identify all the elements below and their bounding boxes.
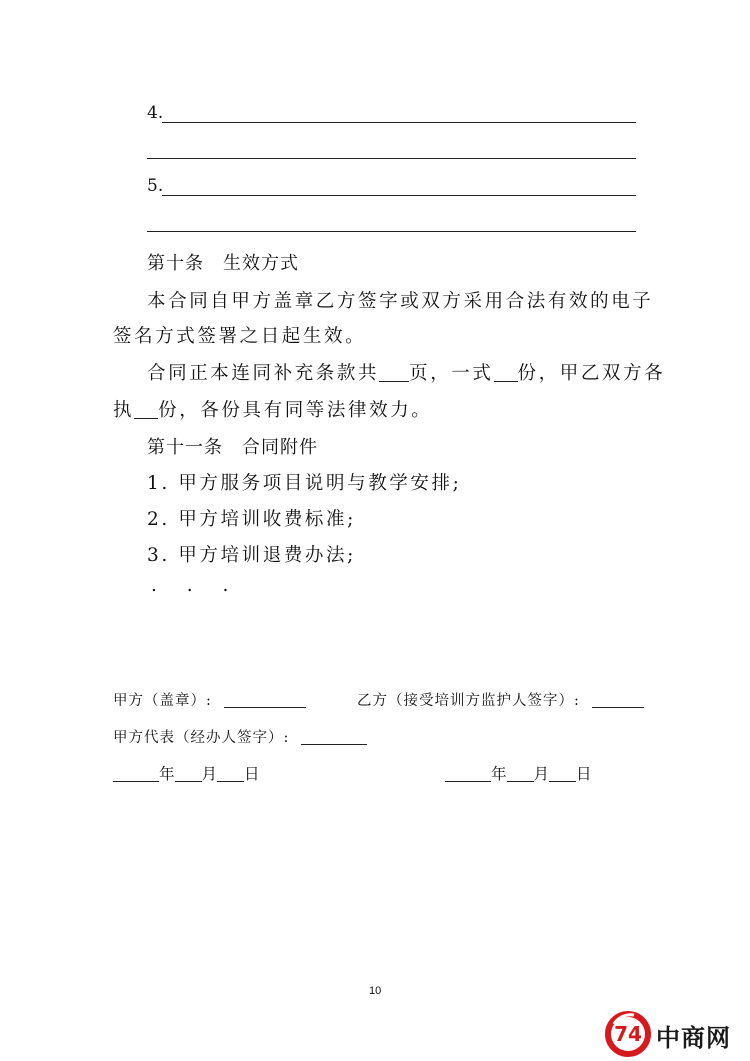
site-logo-icon	[604, 1010, 652, 1058]
article-10-para1-line2: 签名方式签署之日起生效。	[113, 326, 367, 347]
party-a-seal-line	[113, 689, 306, 710]
party-a-date	[113, 762, 260, 784]
ellipsis: . . .	[151, 575, 241, 596]
para2-text-d: 执	[113, 400, 135, 421]
party-b-sign-field[interactable]	[592, 693, 644, 708]
item-4-continuation-line	[147, 158, 636, 159]
article-10-para2-line2	[113, 396, 432, 422]
party-a-month-field[interactable]	[175, 767, 202, 782]
party-b-month-field[interactable]	[507, 767, 534, 782]
item-5-fill-line	[162, 195, 636, 196]
article-10-para1-line1: 本合同自甲方盖章乙方签字或双方采用合法有效的电子	[147, 291, 654, 312]
attachment-item: 1. 甲方服务项目说明与教学安排;	[147, 473, 462, 494]
party-a-rep-label: 甲方代表（经办人签字）:	[113, 730, 290, 746]
attachment-item: 3. 甲方培训退费办法;	[147, 545, 356, 566]
para2-text-a: 合同正本连同补充条款共	[147, 363, 380, 384]
each-party-copies-blank	[134, 400, 158, 419]
item-5-number: 5.	[147, 176, 164, 196]
item-5-continuation-line	[147, 231, 636, 232]
page-number: 10	[369, 985, 382, 997]
party-b-day-field[interactable]	[549, 767, 576, 782]
site-name: 中商网	[656, 1024, 731, 1052]
party-b-sign-line	[357, 689, 644, 710]
day-label: 日	[244, 765, 260, 783]
party-a-rep-field[interactable]	[301, 730, 367, 745]
party-a-day-field[interactable]	[217, 767, 244, 782]
day-label: 日	[576, 765, 592, 783]
item-4-number: 4.	[147, 103, 164, 123]
page-count-blank	[379, 363, 409, 382]
site-watermark	[604, 1010, 750, 1058]
site-logo-number: 74	[614, 1022, 642, 1046]
party-b-date	[445, 762, 592, 784]
month-label: 月	[533, 765, 550, 783]
party-a-seal-field[interactable]	[224, 693, 306, 708]
year-label: 年	[159, 765, 175, 783]
article-10-heading: 第十条 生效方式	[147, 253, 299, 274]
article-11-heading: 第十一条 合同附件	[147, 437, 318, 458]
year-label: 年	[491, 765, 507, 783]
party-b-sign-label: 乙方（接受培训方监护人签字）:	[357, 693, 580, 709]
item-4-fill-line	[162, 122, 636, 123]
party-a-year-field[interactable]	[113, 767, 159, 782]
attachment-item: 2. 甲方培训收费标准;	[147, 509, 356, 530]
para2-text-b: 页，一式	[409, 363, 494, 384]
party-a-seal-label: 甲方（盖章）:	[113, 693, 212, 709]
party-b-year-field[interactable]	[445, 767, 491, 782]
article-10-para2-line1	[147, 359, 665, 385]
copies-count-blank	[494, 363, 518, 382]
para2-text-e: 份，各份具有同等法律效力。	[158, 400, 433, 421]
party-a-rep-line	[113, 726, 367, 747]
para2-text-c: 份，甲乙双方各	[517, 363, 666, 384]
month-label: 月	[201, 765, 218, 783]
